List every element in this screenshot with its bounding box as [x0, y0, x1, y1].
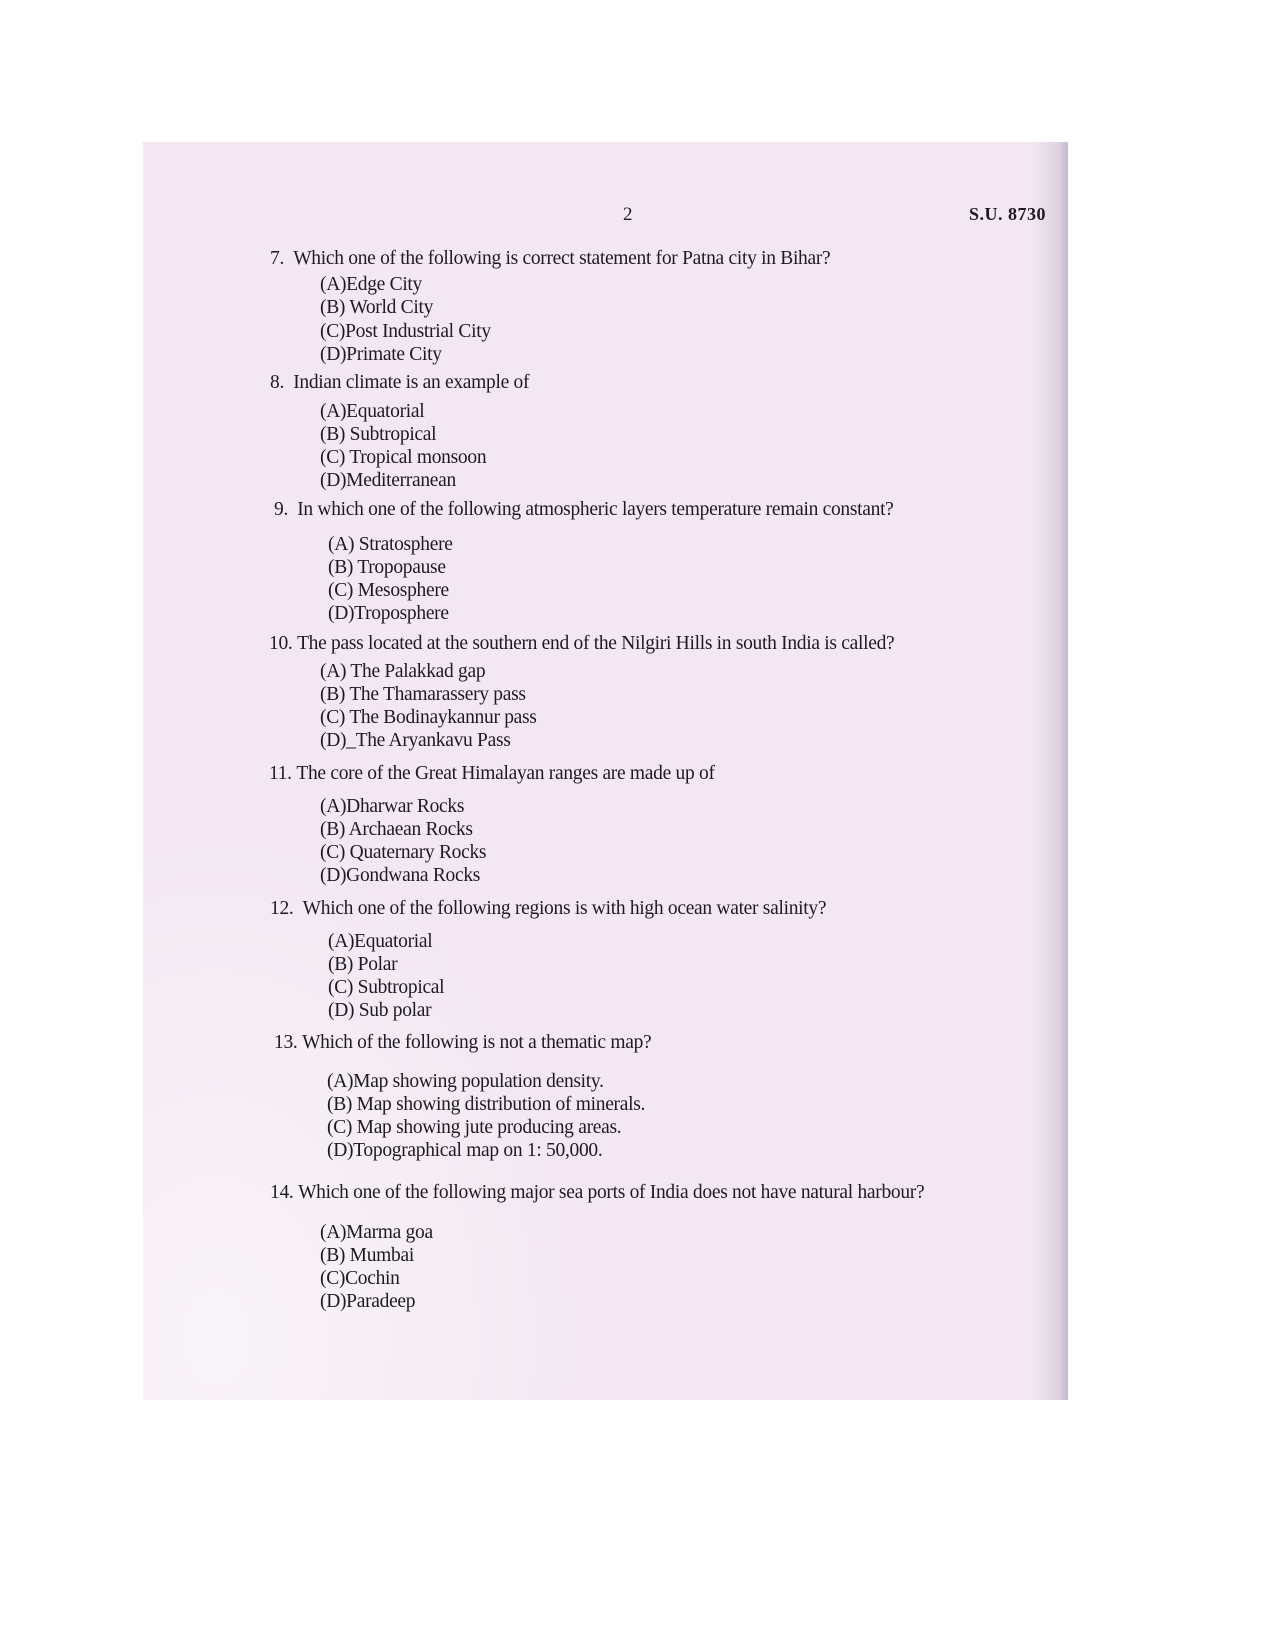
- option-b: (B) Map showing distribution of minerals.: [327, 1094, 646, 1115]
- option-c: (C) Map showing jute producing areas.: [327, 1117, 622, 1138]
- option-d: (D)Troposphere: [328, 603, 449, 624]
- question-text: 8. Indian climate is an example of: [270, 372, 530, 393]
- option-d: (D)Gondwana Rocks: [320, 865, 481, 886]
- option-a: (A)Map showing population density.: [327, 1071, 604, 1092]
- question-text: 12. Which one of the following regions is with high ocean water salinity?: [270, 898, 827, 919]
- option-c: (C)Cochin: [320, 1268, 400, 1289]
- option-c: (C) Tropical monsoon: [320, 447, 487, 468]
- option-c: (C)Post Industrial City: [320, 321, 491, 342]
- option-b: (B) Archaean Rocks: [320, 819, 473, 840]
- option-b: (B) Subtropical: [320, 424, 437, 445]
- document-code: S.U. 8730: [969, 204, 1047, 224]
- question-text: 9. In which one of the following atmospheric layers temperature remain constant?: [274, 499, 894, 520]
- option-c: (C) The Bodinaykannur pass: [320, 707, 537, 728]
- question-text: 10. The pass located at the southern end of the Nilgiri Hills in south India is called?: [269, 633, 895, 654]
- option-d: (D)Paradeep: [320, 1291, 416, 1312]
- option-d: (D)Topographical map on 1: 50,000.: [327, 1140, 603, 1161]
- option-a: (A)Equatorial: [328, 931, 433, 952]
- option-d: (D)Mediterranean: [320, 470, 456, 491]
- question-text: 11. The core of the Great Himalayan ranges are made up of: [269, 763, 715, 784]
- option-b: (B) The Thamarassery pass: [320, 684, 526, 705]
- question-text: 13. Which of the following is not a thematic map?: [274, 1032, 652, 1053]
- option-c: (C) Mesosphere: [328, 580, 449, 601]
- question-text: 7. Which one of the following is correct statement for Patna city in Bihar?: [270, 248, 831, 269]
- option-b: (B) Mumbai: [320, 1245, 414, 1266]
- option-d: (D) Sub polar: [328, 1000, 432, 1021]
- option-a: (A) The Palakkad gap: [320, 661, 486, 682]
- page-number: 2: [623, 204, 633, 225]
- option-a: (A) Stratosphere: [328, 534, 453, 555]
- option-d: (D)_The Aryankavu Pass: [320, 730, 511, 751]
- question-text: 14. Which one of the following major sea ports of India does not have natural harbour?: [270, 1182, 925, 1203]
- option-a: (A)Edge City: [320, 274, 423, 295]
- exam-page: [143, 142, 1068, 1400]
- option-c: (C) Subtropical: [328, 977, 445, 998]
- option-b: (B) Polar: [328, 954, 398, 975]
- option-a: (A)Equatorial: [320, 401, 425, 422]
- option-a: (A)Dharwar Rocks: [320, 796, 465, 817]
- option-b: (B) World City: [320, 297, 434, 318]
- option-d: (D)Primate City: [320, 344, 442, 365]
- option-c: (C) Quaternary Rocks: [320, 842, 487, 863]
- option-a: (A)Marma goa: [320, 1222, 433, 1243]
- option-b: (B) Tropopause: [328, 557, 446, 578]
